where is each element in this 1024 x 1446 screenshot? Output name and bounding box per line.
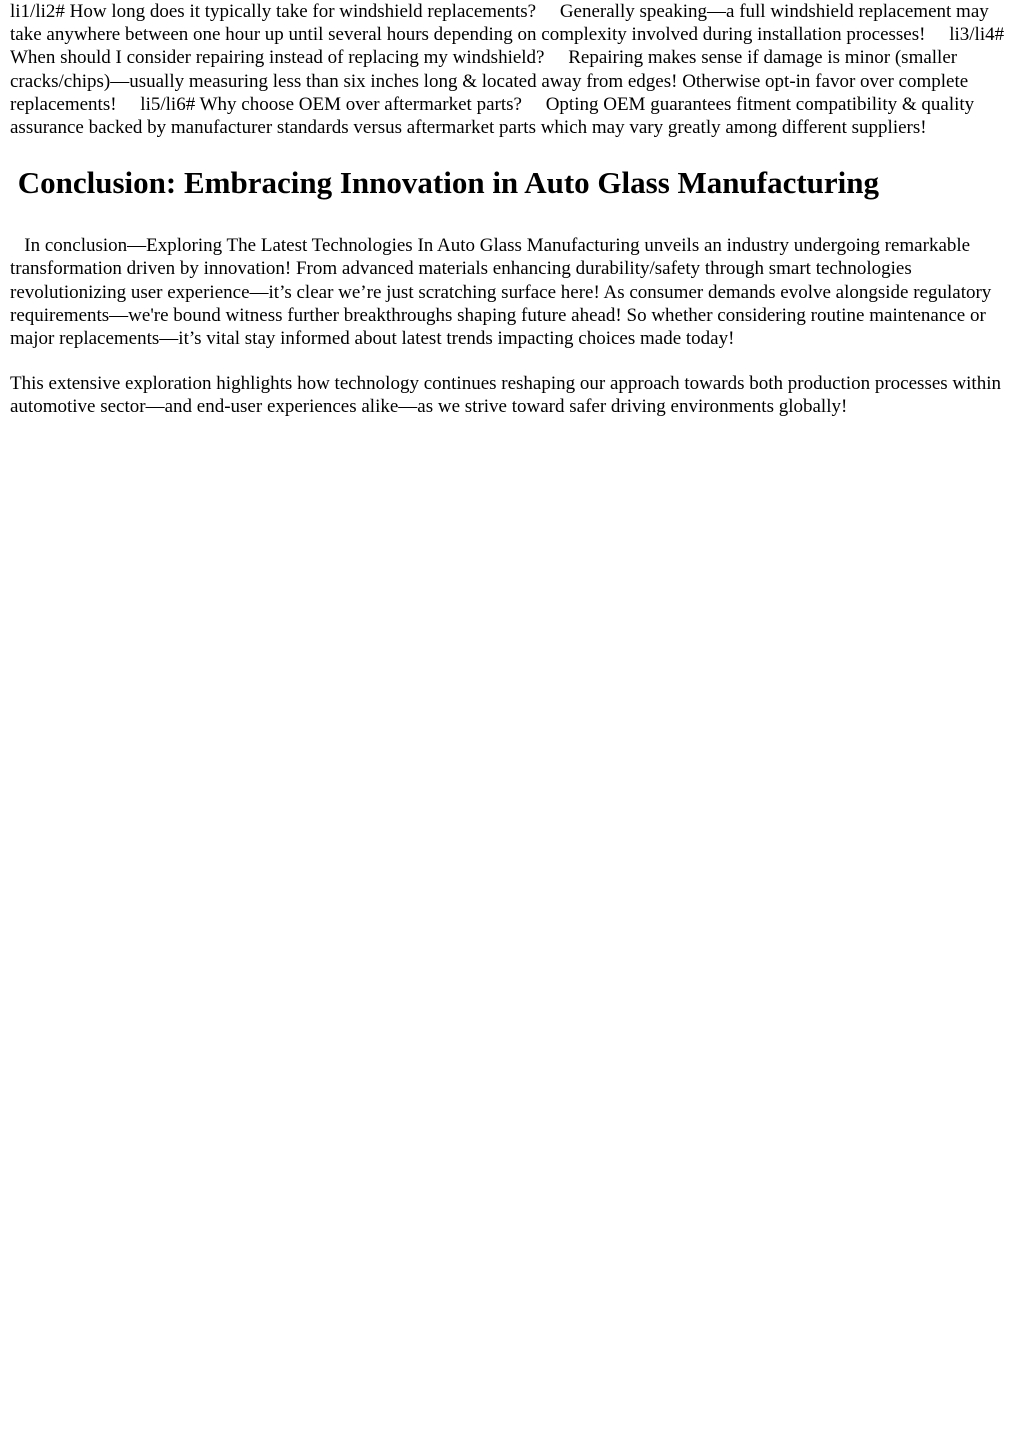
faq-paragraph: li1/li2# How long does it typically take for windshield replacements? Generally speaking—a full windshield replacement may take anywhere between one hour up until several hours depending on complexity involved during installation processes! li3/li4# When should I consider repairing instead of replacing my windshield? Repairing makes sense if damage is minor (smaller cracks/chips)—usually measuring less than six inches long & located away from edges! Otherwise opt-in favor over complete replacements! li5/li6# Why choose OEM over aftermarket parts? Opting OEM guarantees fitment compatibility & quality assurance backed by manufacturer standards versus aftermarket parts which may vary greatly among different suppliers! xyxy=(10,1,1009,139)
closing-paragraph: This extensive exploration highlights how technology continues reshaping our approach towards both production processes within automotive sector—and end-user experiences alike—as we strive toward safer driving environments globally! xyxy=(10,373,1006,418)
conclusion-heading: Conclusion: Embracing Innovation in Auto Glass Manufacturing xyxy=(10,165,880,201)
conclusion-paragraph: In conclusion—Exploring The Latest Technologies In Auto Glass Manufacturing unveils an industry undergoing remarkable transformation driven by innovation! From advanced materials enhancing durability/safety through smart technologies revolutionizing user experience—it’s clear we’re just scratching surface here! As consumer demands evolve alongside regulatory requirements—we're bound witness further breakthroughs shaping future ahead! So whether considering routine maintenance or major replacements—it’s vital stay informed about latest trends impacting choices made today! xyxy=(10,235,997,350)
article-page xyxy=(0,0,1024,419)
